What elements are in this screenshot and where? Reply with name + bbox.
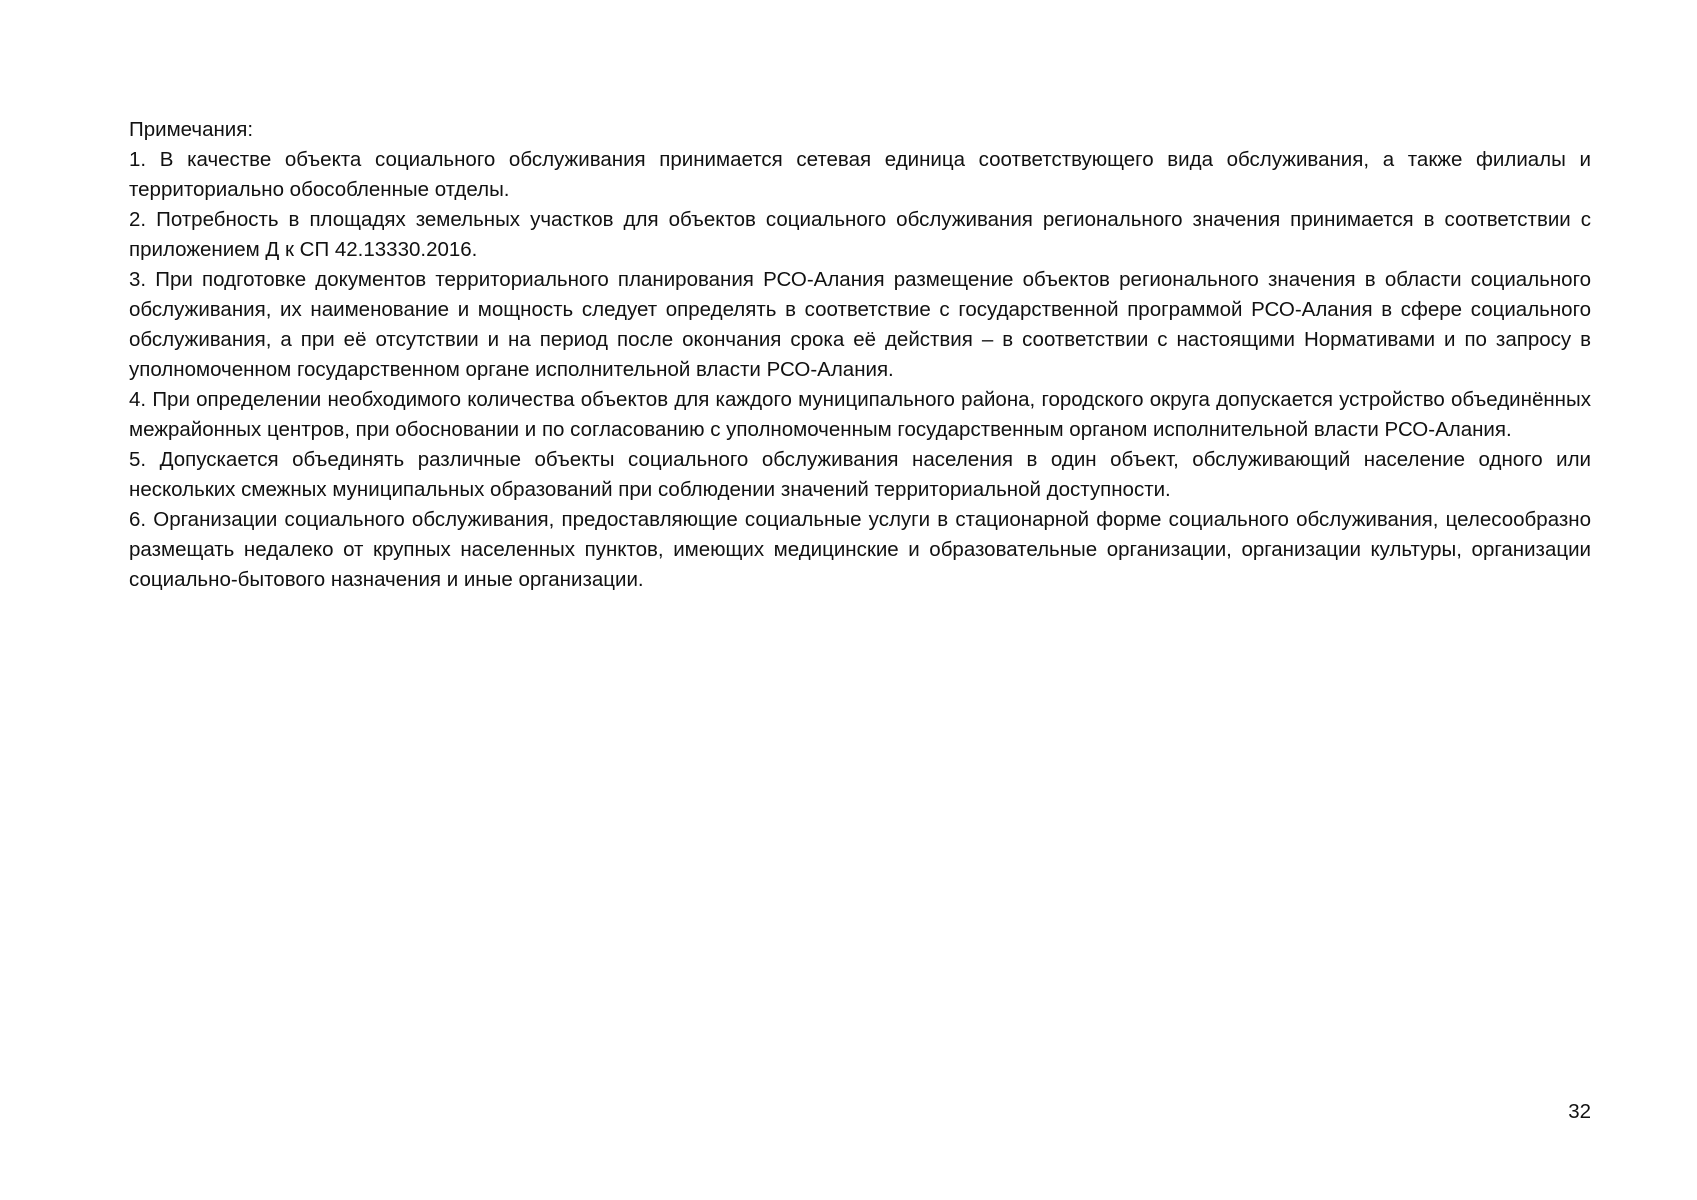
note-3: 3. При подготовке документов территориального планирования РСО-Алания размещение объектов регионального значения в области социального обслуживания, их наименование и мощность следует определять в соответствие с государственной программой РСО-Алания в сфере социального обслуживания, а при её отсутствии и на период после окончания срока её действия – в соответствии с настоящими Нормативами и по запросу в уполномоченном государственном органе исполнительной власти РСО-Алания.: [129, 268, 1591, 381]
note-4: 4. При определении необходимого количества объектов для каждого муниципального района, городского округа допускается устройство объединённых межрайонных центров, при обосновании и по согласованию с уполномоченным государственным органом исполнительной власти РСО-Алания.: [129, 388, 1591, 441]
notes-section: [129, 115, 1591, 595]
note-6: 6. Организации социального обслуживания, предоставляющие социальные услуги в стационарной форме социального обслуживания, целесообразно размещать недалеко от крупных населенных пунктов, имеющих медицинские и образовательные организации, организации культуры, организации социально-бытового назначения и иные организации.: [129, 508, 1591, 591]
note-2: 2. Потребность в площадях земельных участков для объектов социального обслуживания регионального значения принимается в соответствии с приложением Д к СП 42.13330.2016.: [129, 208, 1591, 261]
notes-heading: Примечания:: [129, 118, 254, 141]
note-5: 5. Допускается объединять различные объекты социального обслуживания населения в один объект, обслуживающий население одного или нескольких смежных муниципальных образований при соблюдении значений территориальной доступности.: [129, 448, 1591, 501]
note-1: 1. В качестве объекта социального обслуживания принимается сетевая единица соответствующего вида обслуживания, а также филиалы и территориально обособленные отделы.: [129, 148, 1591, 201]
page-number: 32: [1568, 1100, 1591, 1123]
